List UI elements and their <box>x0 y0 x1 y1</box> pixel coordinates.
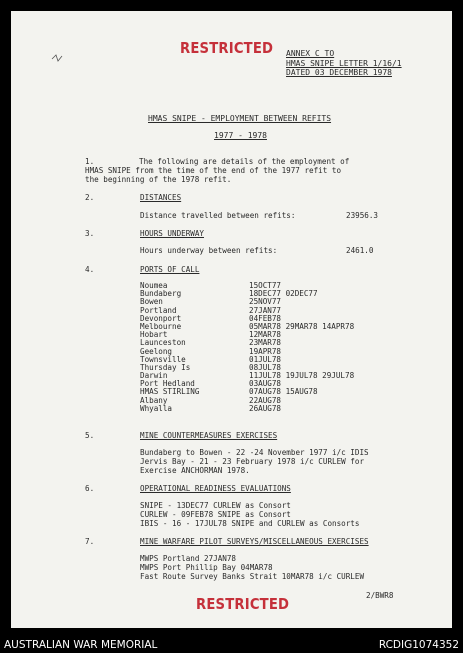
section-heading-mcm-exercises: MINE COUNTERMEASURES EXERCISES <box>140 431 278 440</box>
port-dates: 19APR78 <box>249 346 282 356</box>
mwps-line: MWPS Port Phillip Bay 04MAR78 <box>140 563 273 572</box>
section-heading-hours: HOURS UNDERWAY <box>140 229 205 238</box>
port-name: Devonport <box>140 313 182 323</box>
document-subtitle: 1977 - 1978 <box>214 131 267 140</box>
section-number: 3. <box>85 229 95 238</box>
mcm-line: Exercise ANCHORMAN 1978. <box>140 466 250 475</box>
list-item <box>140 388 354 396</box>
list-item <box>140 405 354 413</box>
list-item <box>140 397 354 405</box>
port-name: HMAS STIRLING <box>140 387 200 397</box>
port-dates: 07AUG78 15AUG78 <box>249 387 318 397</box>
annex-line: DATED 03 DECEMBER 1978 <box>286 68 392 78</box>
section-number: 2. <box>85 193 95 202</box>
port-name: Melbourne <box>140 321 182 331</box>
port-dates: 18DEC77 02DEC77 <box>249 289 318 299</box>
port-dates: 01JUL78 <box>249 354 282 364</box>
section-number: 6. <box>85 484 95 493</box>
intro-line: The following are details of the employment of <box>139 157 350 166</box>
intro-line: the beginning of the 1978 refit. <box>85 175 232 184</box>
port-dates: 11JUL78 19JUL78 29JUL78 <box>249 371 355 381</box>
distance-value: 23956.3 <box>346 211 379 220</box>
port-name: Bundaberg <box>140 289 182 299</box>
ore-line: SNIPE - 13DEC77 CURLEW as Consort <box>140 501 291 510</box>
ore-line: IBIS - 16 - 17JUL78 SNIPE and CURLEW as Consorts <box>140 519 360 528</box>
port-name: Noumea <box>140 281 168 290</box>
port-dates: 05MAR78 29MAR78 14APR78 <box>249 321 355 331</box>
annex-reference <box>286 49 402 78</box>
port-name: Portland <box>140 305 177 315</box>
footer-source: AUSTRALIAN WAR MEMORIAL <box>4 639 158 651</box>
ports-of-call-list <box>140 282 354 413</box>
list-item <box>140 323 354 331</box>
port-dates: 22AUG78 <box>249 395 282 405</box>
port-name: Darwin <box>140 371 168 381</box>
section-number: 7. <box>85 537 95 546</box>
distance-label: Distance travelled between refits: <box>140 211 296 220</box>
document-title: HMAS SNIPE - EMPLOYMENT BETWEEN REFITS <box>148 114 332 123</box>
section-number: 4. <box>85 265 95 274</box>
port-dates: 03AUG78 <box>249 379 282 389</box>
port-dates: 08JUL78 <box>249 362 282 372</box>
mwps-line: MWPS Portland 27JAN78 <box>140 554 237 563</box>
handwritten-mark-icon <box>51 53 63 63</box>
port-name: Albany <box>140 395 168 405</box>
hours-label: Hours underway between refits: <box>140 246 278 255</box>
port-dates: 26AUG78 <box>249 403 282 413</box>
port-name: Launceston <box>140 338 186 348</box>
mcm-line: Jervis Bay - 21 - 23 February 1978 i/c CURLEW for <box>140 457 365 466</box>
port-dates: 23MAR78 <box>249 338 282 348</box>
annex-line: HMAS SNIPE LETTER 1/16/1 <box>286 58 402 68</box>
mwps-line: Fast Route Survey Banks Strait 10MAR78 i/c CURLEW <box>140 572 365 581</box>
paragraph-number: 1. <box>85 157 95 166</box>
list-item <box>140 339 354 347</box>
section-heading-mwps: MINE WARFARE PILOT SURVEYS/MISCELLANEOUS EXERCISES <box>140 537 369 546</box>
document-page <box>11 11 452 628</box>
port-name: Whyalla <box>140 403 173 413</box>
page-reference: 2/BWR8 <box>366 591 394 600</box>
port-dates: 15OCT77 <box>249 281 282 290</box>
section-heading-distances: DISTANCES <box>140 193 182 202</box>
port-name: Bowen <box>140 297 163 307</box>
footer-id: RCDIG1074352 <box>378 639 459 651</box>
restricted-stamp-bottom: RESTRICTED <box>196 595 290 613</box>
section-heading-ore: OPERATIONAL READINESS EVALUATIONS <box>140 484 291 493</box>
archive-footer <box>0 628 463 653</box>
list-item <box>140 290 354 298</box>
port-dates: 27JAN77 <box>249 305 282 315</box>
port-dates: 25NOV77 <box>249 297 282 307</box>
ore-line: CURLEW - 09FEB78 SNIPE as Consort <box>140 510 291 519</box>
port-name: Port Hedland <box>140 379 195 389</box>
port-name: Townsville <box>140 354 186 364</box>
annex-line: ANNEX C TO <box>286 49 335 58</box>
port-name: Thursday Is <box>140 362 191 372</box>
section-heading-ports: PORTS OF CALL <box>140 265 200 274</box>
restricted-stamp-top: RESTRICTED <box>180 39 274 57</box>
section-number: 5. <box>85 431 95 440</box>
port-dates: 12MAR78 <box>249 330 282 340</box>
port-name: Hobart <box>140 330 168 340</box>
intro-line: HMAS SNIPE from the time of the end of the 1977 refit to <box>85 166 342 175</box>
port-dates: 04FEB78 <box>249 313 282 323</box>
port-name: Geelong <box>140 346 173 356</box>
mcm-line: Bundaberg to Bowen - 22 -24 November 1977 i/c IDIS <box>140 448 369 457</box>
hours-value: 2461.0 <box>346 246 374 255</box>
